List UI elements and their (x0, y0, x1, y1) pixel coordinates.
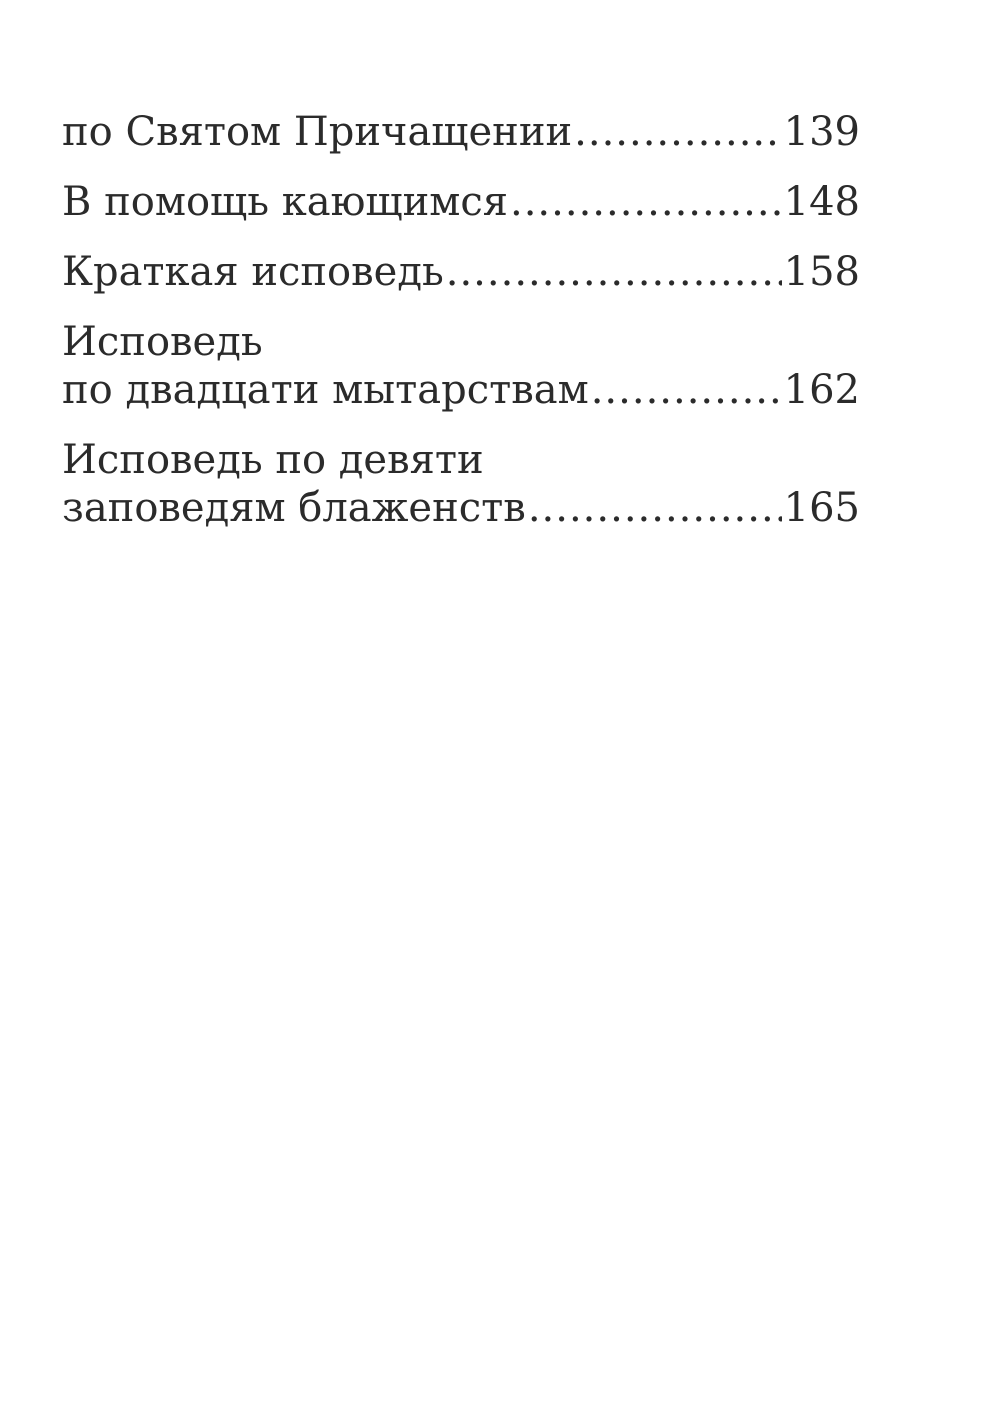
toc-entry-title: по Святом Причащении (62, 109, 573, 155)
toc-line (62, 318, 860, 366)
toc-page-number: 148 (783, 179, 860, 225)
toc-entry-title: Краткая исповедь (62, 249, 444, 295)
toc-entry-title-continued: заповедям блаженств (62, 485, 526, 531)
toc-page-number: 165 (783, 485, 860, 531)
toc-entry-title: В помощь кающимся (62, 179, 508, 225)
dot-leader (528, 484, 782, 532)
dot-leader (591, 366, 782, 414)
toc-entry-title-continued: по двадцати мытарствам (62, 367, 589, 413)
dot-leader (446, 248, 782, 296)
toc-line (62, 248, 860, 296)
toc-entry-title: Исповедь по девяти (62, 437, 484, 483)
table-of-contents (62, 108, 860, 554)
toc-entry (62, 318, 860, 414)
toc-entry-title: Исповедь (62, 319, 263, 365)
toc-line (62, 484, 860, 532)
toc-entry (62, 436, 860, 532)
toc-line (62, 108, 860, 156)
toc-line (62, 436, 860, 484)
toc-page-number: 162 (783, 367, 860, 413)
toc-entry (62, 178, 860, 226)
toc-page-number: 158 (783, 249, 860, 295)
toc-line (62, 366, 860, 414)
toc-entry (62, 248, 860, 296)
dot-leader (510, 178, 782, 226)
toc-line (62, 178, 860, 226)
dot-leader (574, 108, 782, 156)
toc-entry (62, 108, 860, 156)
toc-page-number: 139 (783, 109, 860, 155)
